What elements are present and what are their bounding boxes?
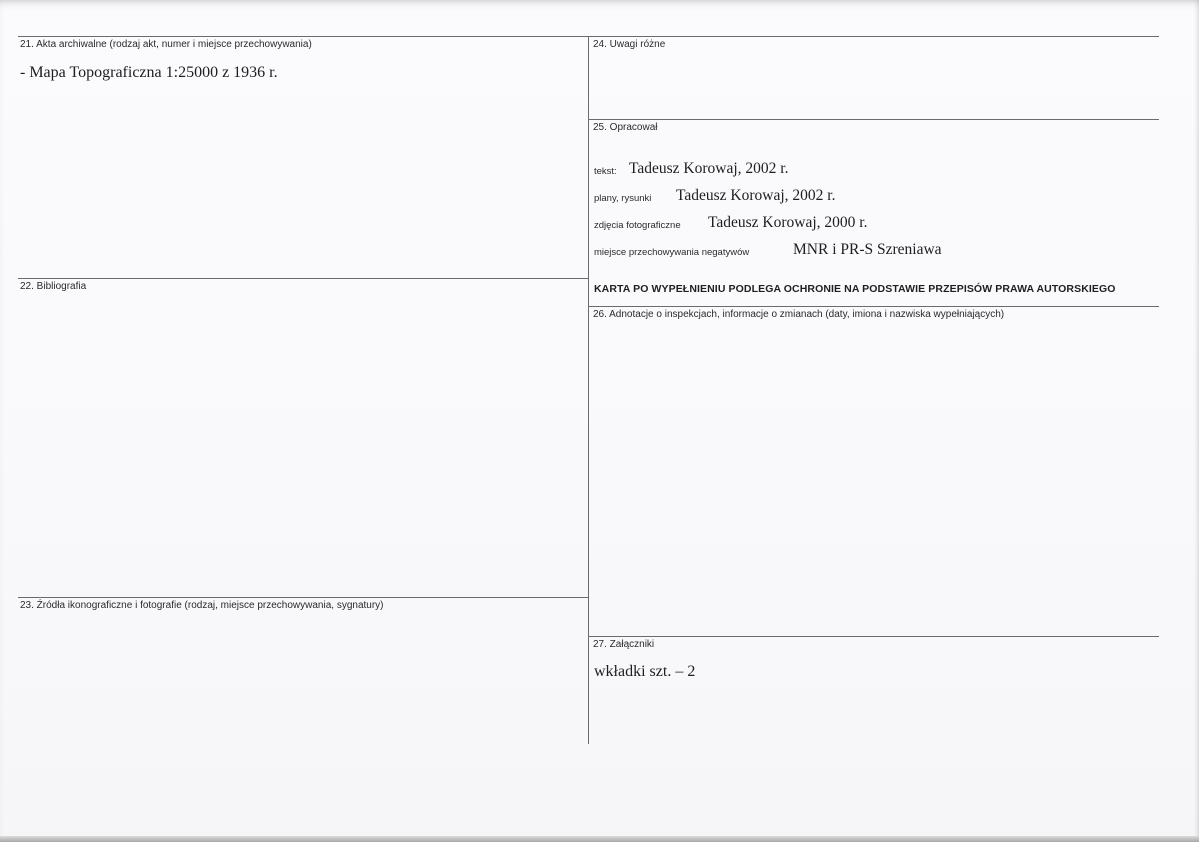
tekst-label: tekst:	[594, 166, 617, 177]
section-24-rule	[588, 36, 1159, 37]
section-27-label: 27. Załączniki	[593, 639, 655, 650]
section-25-rule	[588, 119, 1159, 120]
section-25-label: 25. Opracował	[593, 122, 658, 133]
tekst-value: Tadeusz Korowaj, 2002 r.	[629, 160, 789, 177]
section-23-rule	[18, 597, 588, 598]
copyright-notice: KARTA PO WYPEŁNIENIU PODLEGA OCHRONIE NA PODSTAWIE PRZEPISÓW PRAWA AUTORSKIEGO	[594, 283, 1116, 295]
section-27-rule	[588, 636, 1159, 637]
column-divider	[588, 36, 589, 744]
plany-label: plany, rysunki	[594, 193, 652, 204]
section-21-rule	[18, 36, 588, 37]
card-bottom-edge	[0, 836, 1199, 842]
plany-value: Tadeusz Korowaj, 2002 r.	[676, 187, 836, 204]
section-22-rule	[18, 278, 588, 279]
zdjecia-value: Tadeusz Korowaj, 2000 r.	[708, 214, 868, 231]
section-27-value: wkładki szt. – 2	[594, 663, 696, 680]
section-24-label: 24. Uwagi różne	[593, 39, 666, 50]
section-21-label: 21. Akta archiwalne (rodzaj akt, numer i miejsce przechowywania)	[20, 39, 312, 50]
section-26-label: 26. Adnotacje o inspekcjach, informacje o zmianach (daty, imiona i nazwiska wypełniających)	[593, 309, 1005, 320]
negatywy-value: MNR i PR-S Szreniawa	[793, 241, 942, 258]
section-26-rule	[588, 306, 1159, 307]
section-23-label: 23. Źródła ikonograficzne i fotografie (rodzaj, miejsce przechowywania, sygnatury)	[20, 600, 384, 611]
negatywy-label: miejsce przechowywania negatywów	[594, 247, 750, 258]
zdjecia-label: zdjęcia fotograficzne	[594, 220, 681, 231]
section-22-label: 22. Bibliografia	[20, 281, 87, 292]
section-21-value: - Mapa Topograficzna 1:25000 z 1936 r.	[20, 64, 278, 81]
